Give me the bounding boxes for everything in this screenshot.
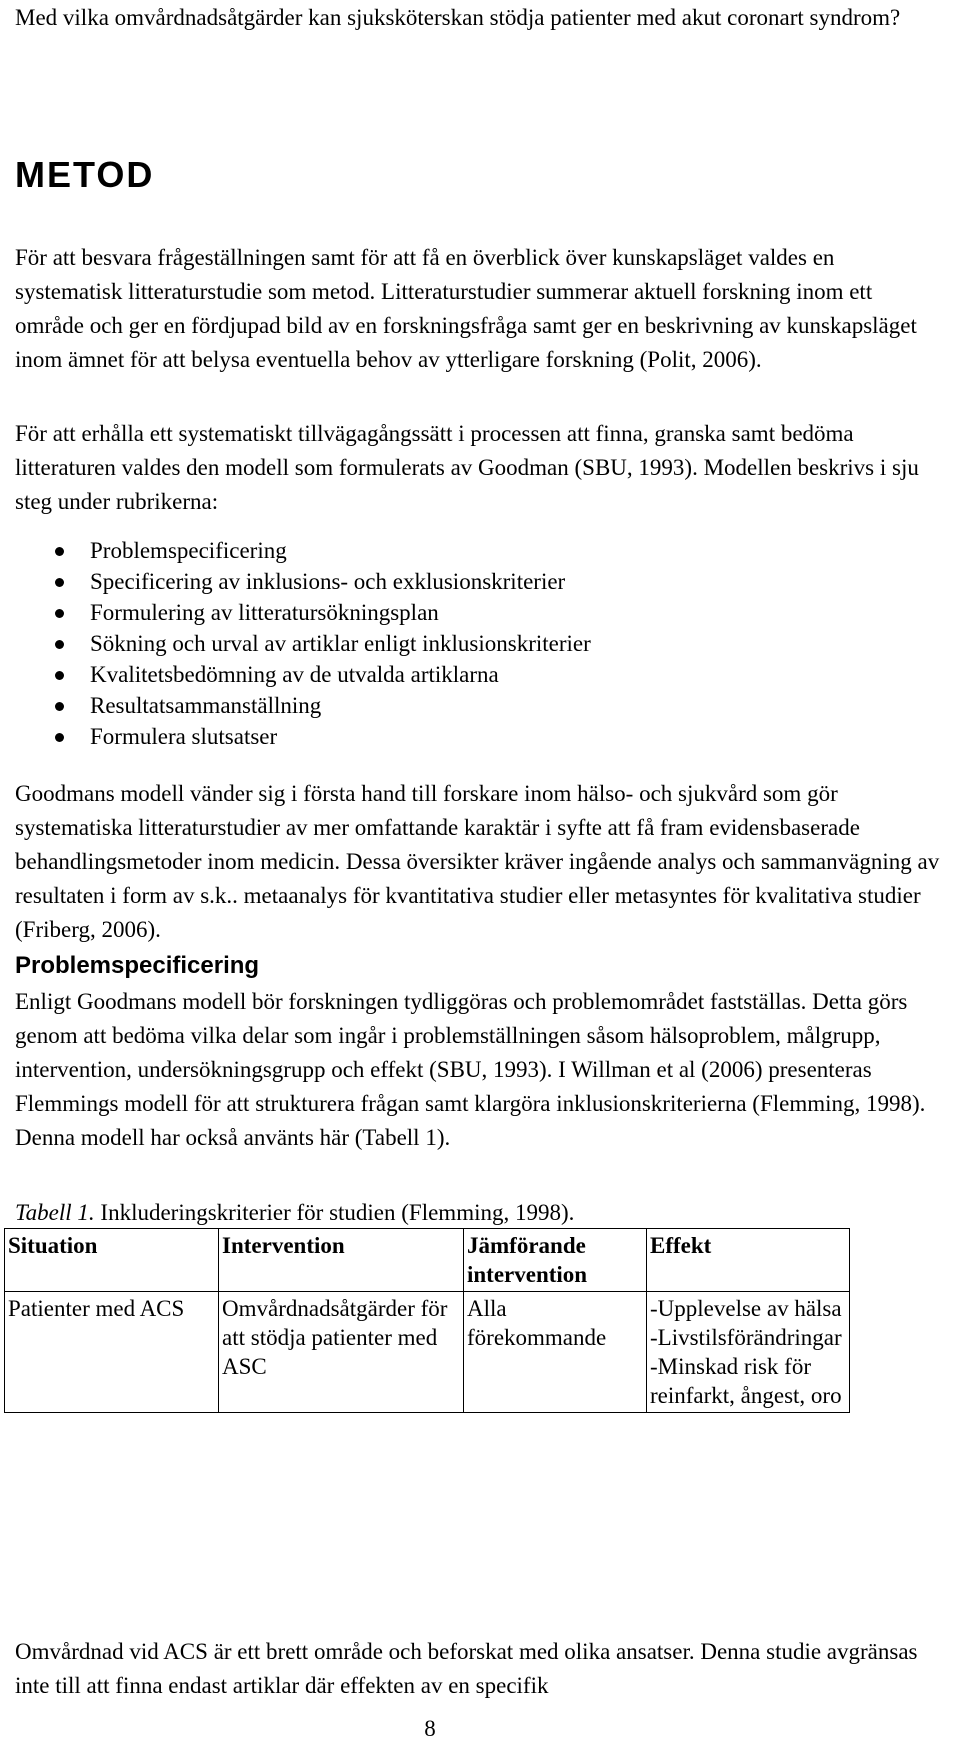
method-paragraph-1: För att besvara frågeställningen samt för att få en överblick över kunskapsläget valdes en systematisk litteraturstudie som metod. Litteraturstudier summerar aktuell forskning inom ett område och ger en fördjupad bild av en forskningsfråga samt ger en beskrivning av kunskapsläget inom ämnet för att belysa eventuella behov av ytterligare forskning (Polit, 2006). — [15, 245, 917, 372]
effect-item: -Upplevelse av hälsa — [650, 1296, 842, 1321]
table-row — [5, 1292, 850, 1413]
research-question: Med vilka omvårdnadsåtgärder kan sjuksköterskan stödja patienter med akut coronart syndrom? — [15, 5, 901, 30]
page-number: 8 — [424, 1716, 436, 1741]
goodman-steps-list — [0, 535, 591, 752]
heading-metod: METOD — [15, 154, 155, 195]
cell-effects — [647, 1292, 850, 1413]
table-caption-label: Tabell 1. — [15, 1200, 95, 1225]
effect-item: -Livstilsförändringar — [650, 1325, 842, 1350]
table-caption — [15, 1196, 945, 1230]
table-caption-text: Inkluderingskriterier för studien (Flemming, 1998). — [94, 1200, 575, 1225]
cell-situation: Patienter med ACS — [5, 1292, 219, 1413]
list-item: Problemspecificering — [0, 535, 591, 566]
inclusion-criteria-table — [4, 1228, 850, 1413]
closing-paragraph: Omvårdnad vid ACS är ett brett område och beforskat med olika ansatser. Denna studie avgränsas inte till att finna endast artiklar där effekten av en specifik — [15, 1639, 918, 1698]
problem-paragraph: Enligt Goodmans modell bör forskningen tydliggöras och problemområdet fastställas. Detta görs genom att bedöma vilka delar som ingår i problemställningen såsom hälsoproblem, målgrupp, intervention, undersökningsgrupp och effekt (SBU, 1993). I Willman et al (2006) presenteras Flemmings modell för att strukturera frågan samt klargöra inklusionskriterierna (Flemming, 1998). Denna modell har också använts här (Tabell 1). — [15, 989, 926, 1150]
header-situation: Situation — [5, 1229, 219, 1292]
heading-problemspecificering: Problemspecificering — [15, 952, 260, 979]
list-item: Resultatsammanställning — [0, 690, 591, 721]
method-paragraph-2: För att erhålla ett systematiskt tillvägagångssätt i processen att finna, granska samt bedöma litteraturen valdes den modell som formulerats av Goodman (SBU, 1993). Modellen beskrivs i sju steg under rubrikerna: — [15, 421, 919, 514]
list-item: Kvalitetsbedömning av de utvalda artiklarna — [0, 659, 591, 690]
effect-item: -Minskad risk för reinfarkt, ångest, oro — [650, 1354, 842, 1408]
cell-intervention: Omvårdnadsåtgärder för att stödja patienter med ASC — [219, 1292, 464, 1413]
cell-comparison: Alla förekommande — [464, 1292, 647, 1413]
header-effect: Effekt — [647, 1229, 850, 1292]
list-item: Formulering av litteratursökningsplan — [0, 597, 591, 628]
list-item: Specificering av inklusions- och exklusionskriterier — [0, 566, 591, 597]
method-paragraph-3: Goodmans modell vänder sig i första hand till forskare inom hälso- och sjukvård som gör systematiska litteraturstudier av mer omfattande karaktär i syfte att få fram evidensbaserade behandlingsmetoder inom medicin. Dessa översikter kräver ingående analys och sammanvägning av resultaten i form av s.k.. metaanalys för kvantitativa studier eller metasyntes för kvalitativa studier (Friberg, 2006). — [15, 781, 940, 942]
list-item: Formulera slutsatser — [0, 721, 591, 752]
list-item: Sökning och urval av artiklar enligt inklusionskriterier — [0, 628, 591, 659]
table-header-row — [5, 1229, 850, 1292]
header-comparison: Jämförande intervention — [464, 1229, 647, 1292]
header-intervention: Intervention — [219, 1229, 464, 1292]
